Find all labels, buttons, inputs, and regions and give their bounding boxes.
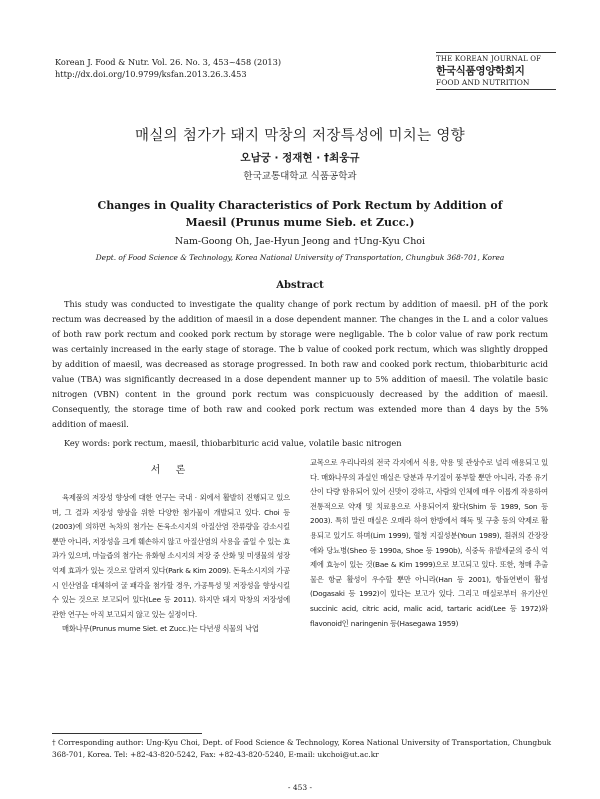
korean-title: 매실의 첨가가 돼지 막창의 저장특성에 미치는 영향 — [135, 128, 465, 144]
keywords-line: Key words: pork rectum, maesil, thiobarbituric acid value, volatile basic nitrogen — [64, 438, 402, 448]
journal-citation: Korean J. Food & Nutr. Vol. 26. No. 3, 453~458 (2013) — [55, 57, 282, 67]
left-paragraph-2: 매화나무(Prunus mume Siet. et Zucc.)는 다년생 식물의 낙엽 — [62, 624, 259, 634]
section-heading-introduction: 서 론 — [150, 465, 192, 476]
footnote-divider — [52, 733, 202, 734]
doi-link[interactable]: http://dx.doi.org/10.9799/ksfan.2013.26.3.453 — [55, 69, 247, 79]
abstract-heading: Abstract — [276, 280, 324, 291]
corresponding-author-footnote: † Corresponding author: Ung-Kyu Choi, Dept. of Food Science & Technology, Korea National University of Transportation, Chungbuk 368-701, Korea. Tel: +82-43-820-5242, Fax: +82-43-820-5240, E-mail: ukchoi@ut.ac.kr — [52, 738, 552, 759]
right-column — [310, 456, 548, 631]
right-paragraph-1: 교목으로 우리나라의 전국 각지에서 식용, 약용 및 관상수로 널리 애용되고 있다. 매화나무의 과실인 매실은 당분과 무기질이 풍부할 뿐만 아니라, 각종 유기산이 다량 함유되어 있어 신맛이 강하고, 사람의 인체에 매우 이롭게 작용하여 전통적으로 약재 및 치료용으로 사용되어져 왔다(Shim 등 1989, Son 등 2003). 특히 말린 매실은 오매라 하여 한방에서 해독 및 구충 등의 약제로 활용되고 있기도 하며(Lim 1999), 혈청 지질성분(Youn 1989), 흰쥐의 간장장애와 당뇨병(Sheo 등 1990a, Shoe 등 1990b), 식중독 유발세균의 증식 억제에 효능이 있는 것(Bae & Kim 1999)으로 보고되고 있다. 또한, 청매 추출물은 항균 활성이 우수할 뿐만 아니라(Han 등 2001), 항돌연변이 활성(Dogasaki 등 1992)이 있다는 보고가 있다. 그리고 매실로부터 유기산인 succinic acid, citric acid, malic acid, tartaric acid(Lee 등 1972)와 flavonoid인 naringenin 등(Hasegawa 1959) — [310, 458, 548, 628]
english-title-line-1: Changes in Quality Characteristics of Pork Rectum by Addition of — [97, 199, 503, 212]
korean-authors: 오남궁 · 정재현 · †최웅규 — [240, 152, 360, 164]
korean-affiliation: 한국교통대학교 식품공학과 — [243, 171, 357, 182]
abstract-body: This study was conducted to investigate the quality change of pork rectum by addition of maesil. pH of the pork rectum was decreased by the addition of maesil in a dose dependent manner. The changes in the L and a color values of both raw pork rectum and cooked pork rectum by storage were negligable. The b color value of raw pork rectum was certainly increased in the early stage of storage. The b value of cooked pork rectum, which was slightly dropped by addition of maesil, was decreased as storage progressed. In both raw and cooked pork rectum, thiobarbituric acid value (TBA) was significantly decreased in a dose dependent manner up to 5% addition of maesil. The volatile basic nitrogen (VBN) content in the ground pork rectum was conspicuously decreased by the addition of maesil. Consequently, the storage time of both raw and cooked pork rectum was extended more than 4 days by the 5% addition of maesil. — [52, 299, 548, 429]
english-affiliation: Dept. of Food Science & Technology, Korea National University of Transportation, Chungbuk 368-701, Korea — [95, 253, 505, 262]
citation-block — [55, 56, 281, 80]
left-column — [52, 491, 290, 637]
journal-name-ko: 한국식품영양학회지 — [436, 65, 525, 77]
journal-masthead — [436, 52, 556, 90]
english-title-line-2: Maesil (Prunus mume Sieb. et Zucc.) — [185, 216, 415, 229]
page-number: - 453 - — [287, 783, 313, 792]
english-title — [60, 197, 540, 231]
masthead-bottom-rule — [436, 89, 556, 90]
english-authors: Nam-Goong Oh, Jae-Hyun Jeong and †Ung-Kyu Choi — [174, 236, 426, 247]
masthead-top-rule — [436, 52, 556, 53]
journal-name-en-bottom: FOOD AND NUTRITION — [436, 78, 530, 87]
journal-name-en-top: THE KOREAN JOURNAL OF — [436, 55, 542, 63]
left-paragraph-1: 육제품의 저장성 향상에 대한 연구는 국내 · 외에서 활발히 진행되고 있으며, 그 결과 저장성 향상을 위한 다양한 첨가물이 개발되고 있다. Choi 등(2003)에 의하면 녹차의 첨가는 돈육소시지의 아질산염 잔류량을 감소시킬 뿐만 아니라, 저장성을 크게 훼손하지 않고 아질산염의 사용을 줄일 수 있는 효과가 있으며, 마늘즙의 첨가는 유화형 소시지의 저장 중 산화 및 미생물의 성장 억제 효과가 있는 것으로 알려져 있다(Park & Kim 2009). 돈육소시지의 가공시 인산염을 대체하여 굴 패각을 첨가할 경우, 가공특성 및 저장성을 향상시킬 수 있는 것으로 보고되어 있다(Lee 등 2011). 하지만 돼지 막창의 저장성에 관한 연구는 아직 보고되지 않고 있는 실정이다. — [52, 493, 290, 619]
